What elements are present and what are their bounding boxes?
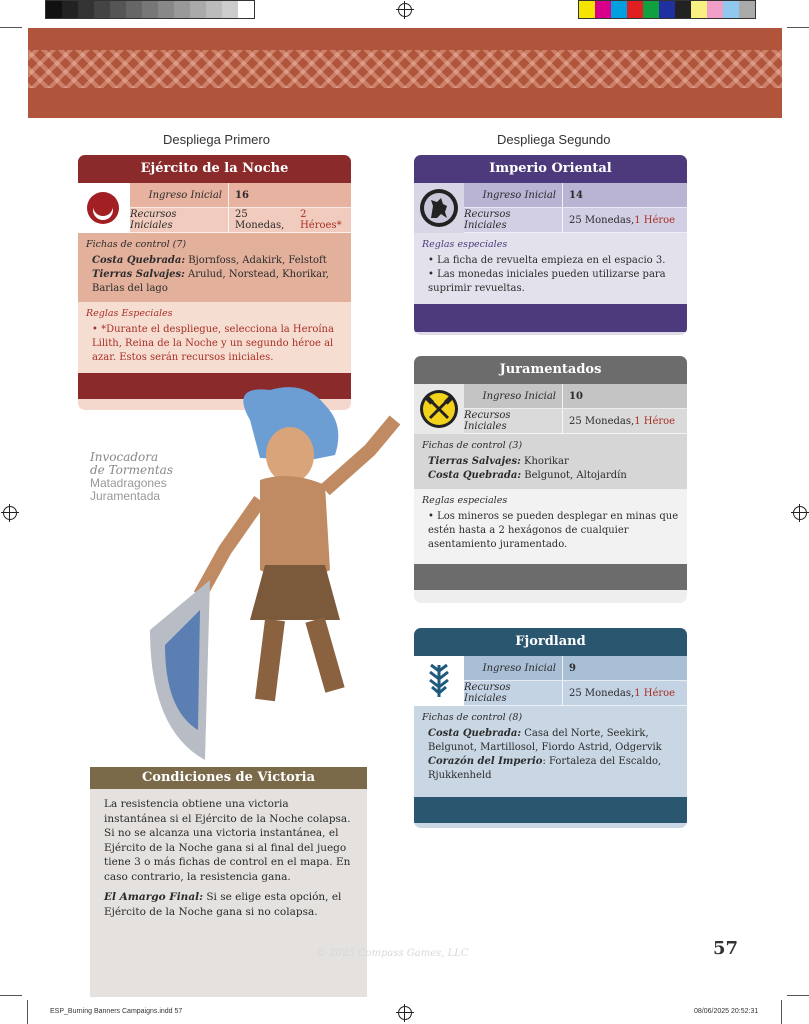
victory-bitter-end: El Amargo Final: Si se elige esta opción, el Ejército de la Noche gana si no colapsa. xyxy=(104,891,342,918)
color-bar xyxy=(578,0,756,19)
faction-card-fjordland xyxy=(414,628,687,828)
recursos-label: Recursos Iniciales xyxy=(130,208,229,232)
card-footer-strip xyxy=(414,304,687,332)
recursos-label: Recursos Iniciales xyxy=(464,208,563,232)
crop-mark xyxy=(787,995,809,996)
column-heading-right: Despliega Segundo xyxy=(497,132,611,147)
registration-mark-icon xyxy=(398,1006,412,1020)
copyright: © 2025 Compass Games, LLC xyxy=(316,948,469,959)
footer-file: ESP_Burning Banners Campaigns.indd 57 xyxy=(50,1008,183,1015)
registration-mark-icon xyxy=(398,3,412,17)
recursos-value: 25 Monedas, 2 Héroes* xyxy=(235,209,342,231)
recursos-value: 25 Monedas, 1 Héroe xyxy=(569,415,676,427)
crop-mark xyxy=(787,27,809,28)
ingreso-value: 14 xyxy=(569,189,583,201)
registration-mark-icon xyxy=(3,506,17,520)
control-section: Fichas de control (7) Costa Quebrada: Bjornfoss, Adakirk, Felstoft Tierras Salvajes: Arulud, Norstead, Khorikar, Barlas del lago xyxy=(78,233,351,302)
faction-card-empire xyxy=(414,155,687,335)
header-banner xyxy=(28,28,782,118)
footer-date: 08/06/2025 20:52:31 xyxy=(694,1008,759,1015)
column-heading-left: Despliega Primero xyxy=(163,132,270,147)
page-number: 57 xyxy=(713,938,739,959)
crop-mark xyxy=(0,995,22,996)
recursos-value: 25 Monedas, 1 Héroe xyxy=(569,214,676,226)
lion-rampant-icon xyxy=(414,183,464,233)
ingreso-label: Ingreso Inicial xyxy=(464,384,563,408)
registration-mark-icon xyxy=(793,506,807,520)
faction-title: Juramentados xyxy=(414,356,687,384)
faction-title: Ejército de la Noche xyxy=(78,155,351,183)
crop-mark xyxy=(27,1000,28,1024)
victory-conditions-box xyxy=(90,767,367,997)
ingreso-value: 9 xyxy=(569,662,576,674)
card-footer-strip xyxy=(414,564,687,590)
rules-section: Reglas Especiales • *Durante el despliegue, selecciona la Heroína Lilith, Reina de la Noche y un segundo héroe al azar. Estos serán recursos iniciales. xyxy=(78,302,351,373)
recursos-value: 25 Monedas, 1 Héroe xyxy=(569,687,676,699)
ingreso-label: Ingreso Inicial xyxy=(130,183,229,207)
faction-title: Fjordland xyxy=(414,628,687,656)
crop-mark xyxy=(781,1000,782,1024)
crescent-moon-icon xyxy=(78,183,130,233)
card-footer-strip xyxy=(414,797,687,823)
crop-mark xyxy=(0,27,22,28)
faction-card-sworn xyxy=(414,356,687,603)
faction-title: Imperio Oriental xyxy=(414,155,687,183)
victory-paragraph: La resistencia obtiene una victoria instantánea si el Ejército de la Noche colapsa. Si no se alcanza una victoria instantánea, el Ejército de la Noche gana si al final del juego tiene 3 o más fichas de control en el mapa. En caso contrario, la resistencia gana. xyxy=(104,798,351,883)
recursos-label: Recursos Iniciales xyxy=(464,681,563,705)
ingreso-label: Ingreso Inicial xyxy=(464,656,563,680)
warrior-illustration xyxy=(130,380,430,765)
ingreso-label: Ingreso Inicial xyxy=(464,183,563,207)
control-section: Fichas de control (3) Tierras Salvajes: Khorikar Costa Quebrada: Belgunot, Altojardín xyxy=(414,434,687,489)
grayscale-bar xyxy=(45,0,255,19)
recursos-label: Recursos Iniciales xyxy=(464,409,563,433)
ingreso-value: 16 xyxy=(235,189,249,201)
ingreso-value: 10 xyxy=(569,390,583,402)
control-section: Fichas de control (8) Costa Quebrada: Casa del Norte, Seekirk, Belgunot, Martillosol, Fiordo Astrid, Odgervik Corazón del Imperio: Fortaleza del Escaldo, Rjukkenheld xyxy=(414,706,687,797)
rules-section: Reglas especiales • La ficha de revuelta empieza en el espacio 3. • Las monedas iniciales pueden utilizarse para suprimir revueltas. xyxy=(414,233,687,304)
illustration-caption: Invocadora de Tormentas Matadragones Juramentada xyxy=(90,450,173,503)
rules-section: Reglas especiales • Los mineros se pueden desplegar en minas que estén hasta a 2 hexágonos de cualquier asentamiento juramentado. xyxy=(414,489,687,564)
faction-card-night xyxy=(78,155,351,410)
victory-title: Condiciones de Victoria xyxy=(90,767,367,789)
knotwork-pattern xyxy=(28,50,782,88)
